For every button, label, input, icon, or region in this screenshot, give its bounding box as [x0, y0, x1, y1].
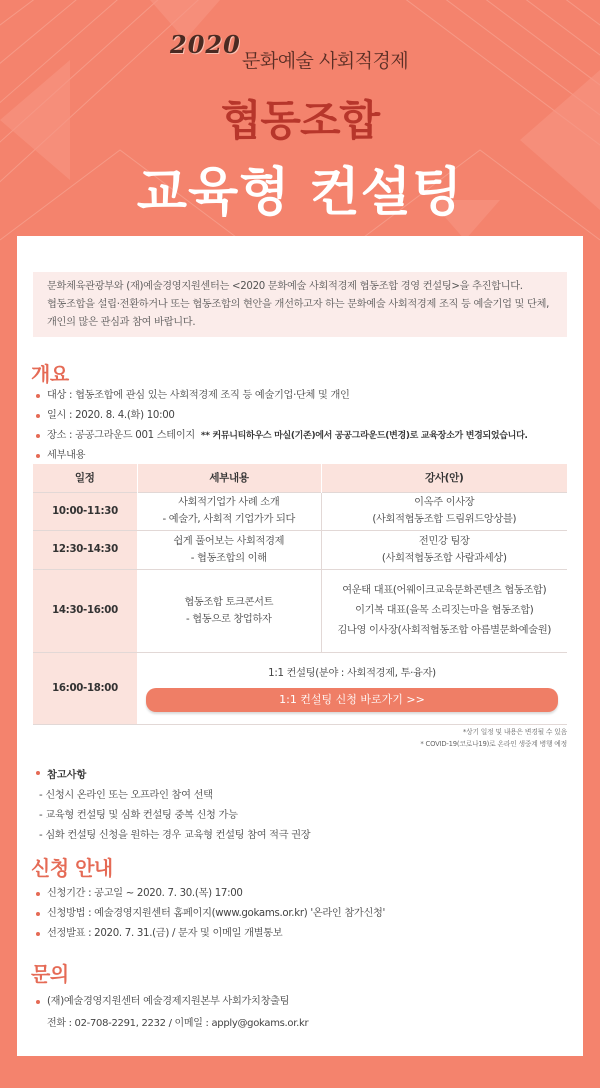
- row-speaker: [321, 492, 567, 530]
- header-subtitle: 문화예술 사회적경제: [242, 50, 409, 72]
- row-detail: [137, 492, 321, 530]
- intro-line: 개인의 많은 관심과 참여 바랍니다.: [47, 317, 196, 328]
- schedule-table: [33, 464, 567, 725]
- reference-item: - 심화 컨설팅 신청을 원하는 경우 교육형 컨설팅 참여 적극 권장: [39, 830, 311, 841]
- header-detail: 세부내용: [137, 464, 321, 492]
- row-consulting: [137, 652, 567, 724]
- speaker-line: 김나영 이사장(사회적협동조합 아름별문화예술원): [337, 624, 552, 636]
- overview-target: 대상 : 협동조합에 관심 있는 사회적경제 조직 등 예술기업·단체 및 개인: [33, 386, 528, 406]
- overview-place: [33, 426, 528, 446]
- apply-method: 신청방법 : 예술경영지원센터 홈페이지(www.gokams.or.kr) '온라인 참가신청': [33, 904, 385, 924]
- consulting-apply-button[interactable]: 1:1 컨설팅 신청 바로가기 >>: [146, 688, 558, 712]
- reference-list: [39, 786, 310, 846]
- intro-line: 문화체육관광부와 (재)예술경영지원센터는 <2020 문화예술 사회적경제 협동조합 경영 컨설팅>을 추진합니다.: [47, 281, 523, 292]
- contact-title: 문의: [31, 962, 69, 986]
- row-time: 12:30-14:30: [33, 530, 137, 569]
- schedule-notes: [420, 726, 567, 750]
- apply-title: 신청 안내: [31, 856, 113, 880]
- row-speaker: [321, 569, 567, 652]
- row-speaker: [321, 530, 567, 569]
- table-row: [33, 530, 567, 569]
- title-education-consulting: 교육형 컨설팅: [136, 163, 464, 223]
- place-change-note: ** 커뮤니티하우스 마실(기존)에서 공공그라운드(변경)로 교육장소가 변경되었습니다.: [200, 431, 528, 441]
- intro-line: 협동조합을 설립·전환하거나 또는 협동조합의 현안을 개선하고자 하는 문화예술 사회적경제 조직 등 예술기업 및 단체,: [47, 299, 550, 310]
- header-speaker: 강사(안): [321, 464, 567, 492]
- overview-date: 일시 : 2020. 8. 4.(화) 10:00: [33, 406, 528, 426]
- year-label: 2020: [170, 30, 241, 59]
- detail-line: - 협동조합의 이해: [190, 552, 267, 564]
- speaker-line: 여운태 대표(어웨이크교육문화콘텐츠 협동조합): [342, 584, 547, 596]
- overview-details: 세부내용: [33, 446, 528, 466]
- title-cooperative: 협동조합: [220, 96, 380, 145]
- detail-line: 쉽게 풀어보는 사회적경제: [173, 535, 285, 547]
- speaker-line: 전민강 팀장: [418, 535, 470, 547]
- note-line: *상기 일정 및 내용은 변경될 수 있음: [462, 728, 567, 736]
- content-card: [17, 236, 583, 1056]
- row-detail: [137, 530, 321, 569]
- header: [0, 0, 600, 240]
- consulting-label: 1:1 컨설팅(분야 : 사회적경제, 투·융자): [268, 667, 436, 679]
- place-text: 장소 : 공공그라운드 001 스테이지: [47, 430, 195, 441]
- apply-period: 신청기간 : 공고일 ~ 2020. 7. 30.(목) 17:00: [33, 884, 385, 904]
- speaker-line: 이기복 대표(을목 소리짓는마을 협동조합): [355, 604, 534, 616]
- speaker-line: (사회적협동조합 사람과세상): [381, 552, 507, 564]
- detail-line: 사회적기업가 사례 소개: [178, 497, 280, 508]
- reference-item: - 교육형 컨설팅 및 심화 컨설팅 중복 신청 가능: [39, 810, 238, 821]
- contact-org: (재)예술경영지원센터 예술경제지원본부 사회가치창출팀: [33, 992, 289, 1012]
- note-line: * COVID-19(코로나19)로 온라인 생중계 병행 예정: [420, 740, 567, 748]
- reference-title: 참고사항: [33, 766, 86, 781]
- detail-line: - 예술가, 사회적 기업가가 되다: [162, 514, 296, 525]
- overview-list: [33, 386, 528, 466]
- contact-list: [33, 992, 289, 1012]
- header-time: 일정: [33, 464, 137, 492]
- row-time: 10:00-11:30: [33, 492, 137, 530]
- row-time: 14:30-16:00: [33, 569, 137, 652]
- row-detail: [137, 569, 321, 652]
- speaker-line: (사회적협동조합 드림위드앙상블): [372, 514, 517, 525]
- table-row: [33, 492, 567, 530]
- detail-line: - 협동으로 창업하자: [185, 613, 272, 625]
- row-time: 16:00-18:00: [33, 652, 137, 724]
- detail-line: 협동조합 토크콘서트: [184, 596, 274, 608]
- apply-list: [33, 884, 385, 944]
- apply-result: 선정발표 : 2020. 7. 31.(금) / 문자 및 이메일 개별통보: [33, 924, 385, 944]
- overview-title: 개요: [31, 362, 69, 386]
- table-row: [33, 652, 567, 724]
- table-header-row: [33, 464, 567, 492]
- contact-info: 전화 : 02-708-2291, 2232 / 이메일 : apply@gokams.or.kr: [47, 1018, 309, 1029]
- speaker-line: 이옥주 이사장: [414, 497, 475, 508]
- reference-item: - 신청시 온라인 또는 오프라인 참여 선택: [39, 790, 213, 801]
- table-row: [33, 569, 567, 652]
- intro-box: [33, 272, 567, 337]
